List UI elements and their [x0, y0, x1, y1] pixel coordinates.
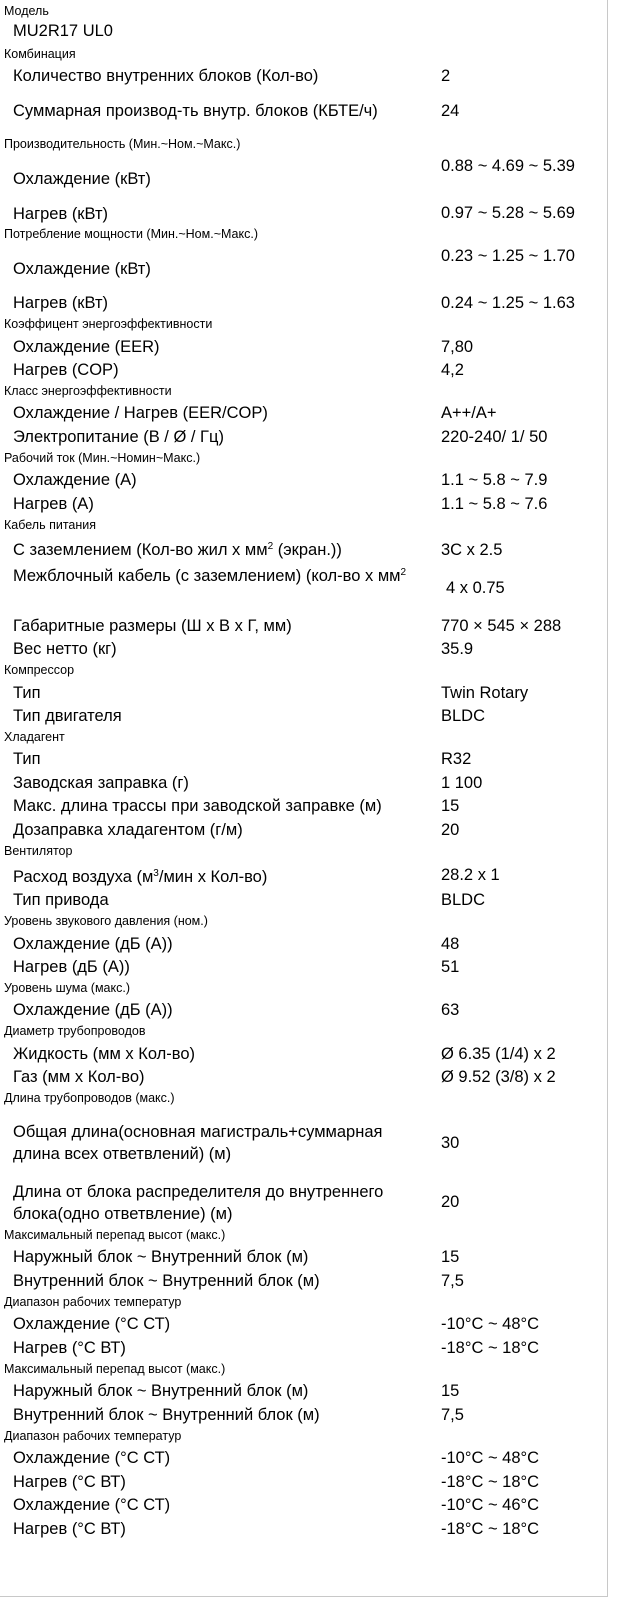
spec-label: Нагрев (°С ВТ)	[13, 1473, 126, 1491]
spec-value: R32	[441, 750, 472, 768]
spec-label: Внутренний блок ~ Внутренний блок (м)	[13, 1406, 320, 1424]
spec-value: 7,5	[441, 1272, 464, 1290]
section-header-sound-pressure: Уровень звукового давления (ном.)	[4, 914, 208, 928]
spec-value: 3C x 2.5	[441, 541, 503, 559]
spec-label: Охлаждение (А)	[13, 471, 137, 489]
section-header-height-diff: Максимальный перепад высот (макс.)	[4, 1228, 226, 1242]
spec-label: Охлаждение (EER)	[13, 338, 160, 356]
spec-label: Охлаждение (дБ (А))	[13, 1001, 173, 1019]
section-header-capacity: Производительность (Мин.~Ном.~Макс.)	[4, 137, 241, 151]
spec-value: 0.88 ~ 4.69 ~ 5.39	[441, 157, 575, 175]
spec-value: 770 × 545 × 288	[441, 617, 562, 635]
spec-value: 0.97 ~ 5.28 ~ 5.69	[441, 204, 575, 222]
spec-label: Электропитание (В / Ø / Гц)	[13, 428, 224, 446]
spec-label: Газ (мм х Кол-во)	[13, 1068, 145, 1086]
spec-label: Длина от блока распределителя до внутреннего блока(одно ответвление) (м)	[13, 1183, 384, 1223]
spec-value: BLDC	[441, 891, 486, 909]
spec-value: 24	[441, 102, 460, 120]
spec-label: Наружный блок ~ Внутренний блок (м)	[13, 1248, 309, 1266]
spec-label: Охлаждение / Нагрев (EER/COP)	[13, 404, 268, 422]
spec-value: 30	[441, 1134, 460, 1152]
spec-value: -18°C ~ 18°C	[441, 1520, 540, 1538]
spec-label: Нагрев (кВт)	[13, 294, 109, 312]
spec-label-interblock: Межблочный кабель (с заземлением) (кол-во х $мм^2$	[13, 567, 407, 585]
spec-value: 1.1 ~ 5.8 ~ 7.9	[441, 471, 548, 489]
section-header-model: Модель	[4, 4, 49, 18]
spec-value: 15	[441, 1248, 460, 1266]
spec-value: 28.2 x 1	[441, 866, 500, 884]
spec-value: -18°C ~ 18°C	[441, 1339, 540, 1357]
spec-value: 1.1 ~ 5.8 ~ 7.6	[441, 495, 548, 513]
spec-label: Охлаждение (дБ (А))	[13, 935, 173, 953]
spec-label: Внутренний блок ~ Внутренний блок (м)	[13, 1272, 320, 1290]
spec-label: Общая длина(основная магистраль+суммарная длина всех ответвлений) (м)	[13, 1123, 383, 1163]
spec-label: Заводская заправка (г)	[13, 774, 189, 792]
spec-value: 20	[441, 1193, 460, 1211]
section-header-efficiency: Коэффицент энергоэффективности	[4, 317, 213, 331]
spec-value: 51	[441, 958, 460, 976]
section-header-fan: Вентилятор	[4, 844, 73, 858]
section-header-combination: Комбинация	[4, 47, 76, 61]
spec-label: Дозаправка хладагентом (г/м)	[13, 821, 243, 839]
spec-label-grounded: С заземлением (Кол-во жил х $мм^2$ (экран.))	[13, 541, 342, 559]
spec-value: 20	[441, 821, 460, 839]
section-header-temp-range: Диапазон рабочих температур	[4, 1429, 182, 1443]
spec-value: 2	[441, 67, 451, 85]
section-header-energy-class: Класс энергоэффективности	[4, 384, 172, 398]
spec-value: -10°C ~ 48°C	[441, 1449, 540, 1467]
spec-label: Суммарная производ-ть внутр. блоков (КБТЕ/ч)	[13, 102, 378, 120]
spec-label: Нагрев (дБ (А))	[13, 958, 130, 976]
spec-label: Количество внутренних блоков (Кол-во)	[13, 67, 319, 85]
spec-value: 220-240/ 1/ 50	[441, 428, 548, 446]
spec-value: A++/A+	[441, 404, 497, 422]
spec-label: Наружный блок ~ Внутренний блок (м)	[13, 1382, 309, 1400]
spec-value: 4,2	[441, 361, 464, 379]
spec-value: -10°C ~ 48°C	[441, 1315, 540, 1333]
spec-label: Макс. длина трассы при заводской заправке (м)	[13, 797, 382, 815]
spec-value: 4 x 0.75	[446, 579, 505, 597]
spec-value: 48	[441, 935, 460, 953]
spec-value: 1 100	[441, 774, 483, 792]
section-header-temp-range: Диапазон рабочих температур	[4, 1295, 182, 1309]
spec-value: 0.24 ~ 1.25 ~ 1.63	[441, 294, 575, 312]
section-header-refrigerant: Хладагент	[4, 730, 65, 744]
spec-value: 0.23 ~ 1.25 ~ 1.70	[441, 247, 575, 265]
spec-label: Габаритные размеры (Ш х В х Г, мм)	[13, 617, 292, 635]
spec-label: Нагрев (°С ВТ)	[13, 1339, 126, 1357]
section-header-cable: Кабель питания	[4, 518, 97, 532]
section-header-power: Потребление мощности (Мин.~Ном.~Макс.)	[4, 227, 258, 241]
spec-label: Вес нетто (кг)	[13, 640, 117, 658]
spec-label: Охлаждение (кВт)	[13, 260, 151, 278]
spec-value: 35.9	[441, 640, 474, 658]
section-header-pipe-length: Длина трубопроводов (макс.)	[4, 1091, 175, 1105]
spec-label: Тип	[13, 750, 41, 768]
spec-label: Тип двигателя	[13, 707, 122, 725]
spec-label: Нагрев (А)	[13, 495, 94, 513]
spec-value: Ø 6.35 (1/4) x 2	[441, 1045, 556, 1063]
spec-value: -18°C ~ 18°C	[441, 1473, 540, 1491]
spec-label: Нагрев (COP)	[13, 361, 119, 379]
spec-label: Охлаждение (°С СТ)	[13, 1496, 171, 1514]
spec-label: Нагрев (°С ВТ)	[13, 1520, 126, 1538]
spec-value: 15	[441, 1382, 460, 1400]
spec-label: Охлаждение (°С СТ)	[13, 1449, 171, 1467]
section-header-current: Рабочий ток (Мин.~Номин~Макс.)	[4, 451, 201, 465]
spec-value: Twin Rotary	[441, 684, 529, 702]
spec-label: Охлаждение (кВт)	[13, 170, 151, 188]
spec-label: Жидкость (мм х Кол-во)	[13, 1045, 196, 1063]
spec-label-airflow: Расход воздуха ($м^3$/мин х Кол-во)	[13, 868, 268, 886]
spec-value: 7,80	[441, 338, 474, 356]
spec-value: -10°C ~ 46°C	[441, 1496, 540, 1514]
spec-value: BLDC	[441, 707, 486, 725]
spec-value: 63	[441, 1001, 460, 1019]
section-header-compressor: Компрессор	[4, 663, 75, 677]
model-value: MU2R17 UL0	[13, 22, 113, 40]
section-header-height-diff: Максимальный перепад высот (макс.)	[4, 1362, 226, 1376]
spec-value: 7,5	[441, 1406, 464, 1424]
section-header-pipe-diameter: Диаметр трубопроводов	[4, 1024, 146, 1038]
spec-label: Тип	[13, 684, 41, 702]
spec-value: 15	[441, 797, 460, 815]
spec-label: Тип привода	[13, 891, 109, 909]
section-header-noise: Уровень шума (макс.)	[4, 981, 130, 995]
spec-label: Нагрев (кВт)	[13, 205, 109, 223]
spec-value: Ø 9.52 (3/8) x 2	[441, 1068, 556, 1086]
spec-label: Охлаждение (°С СТ)	[13, 1315, 171, 1333]
